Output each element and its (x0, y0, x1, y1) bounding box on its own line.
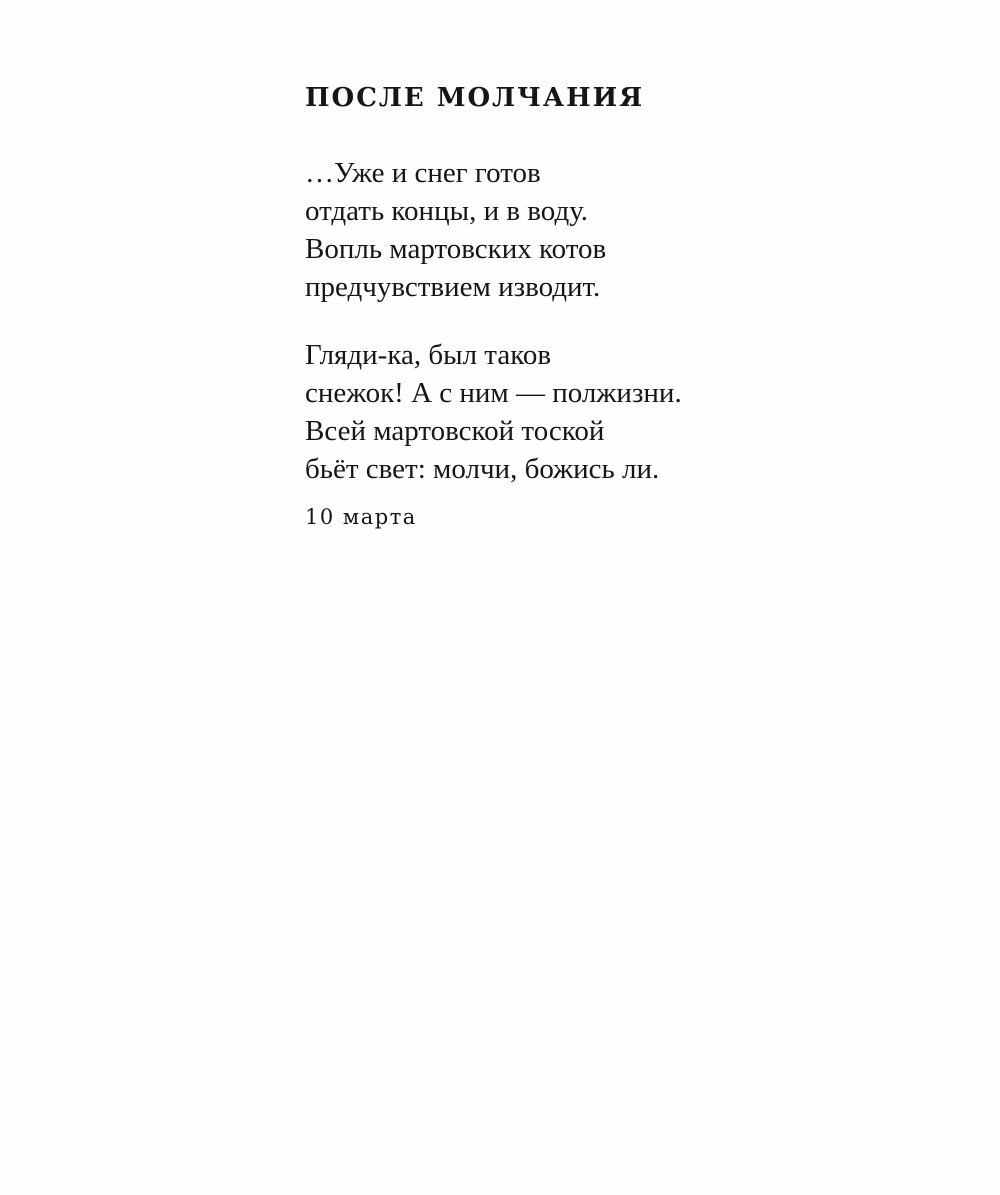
poem-title: ПОСЛЕ МОЛЧАНИЯ (305, 83, 645, 113)
poem-line: …Уже и снег готов (305, 157, 541, 189)
poem-line: отдать концы, и в воду. (305, 195, 589, 227)
stanza-2 (305, 336, 865, 488)
poem-line: Всей мартовской тоской (305, 415, 605, 447)
poem-line: Вопль мартовских котов (305, 233, 607, 265)
poem-line: снежок! А с ним — полжизни. (305, 377, 682, 409)
stanza-1 (305, 154, 865, 306)
poem-line: предчувствием изводит. (305, 271, 601, 303)
poem (305, 78, 865, 532)
poem-line: Гляди-ка, был таков (305, 339, 552, 371)
poem-date: 10 марта (305, 505, 417, 529)
poem-line: бьёт свет: молчи, божись ли. (305, 453, 660, 485)
